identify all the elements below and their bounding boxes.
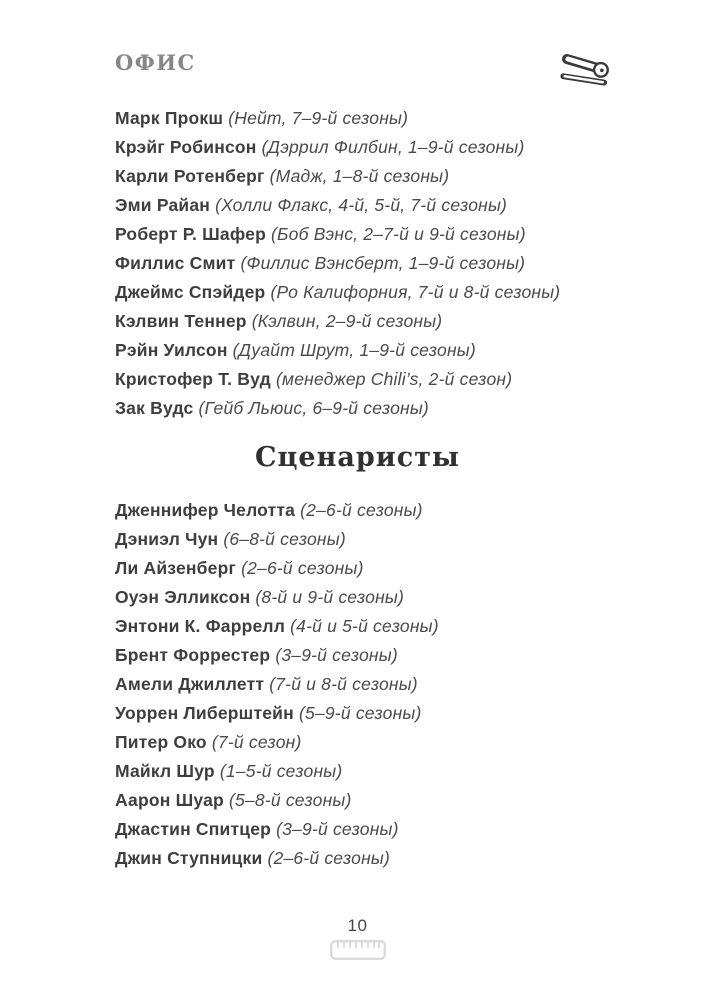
person-detail: (Нейт, 7–9-й сезоны)	[228, 108, 409, 128]
person-name: Карли Ротенберг	[115, 166, 270, 186]
person-name: Эми Райан	[115, 195, 216, 215]
person-detail: (3–9-й сезоны)	[275, 645, 398, 665]
person-detail: (7-й сезон)	[211, 732, 302, 752]
list-item	[115, 365, 655, 394]
list-item	[115, 104, 655, 133]
person-name: Джеймс Спэйдер	[115, 282, 271, 302]
person-name: Джастин Спитцер	[115, 819, 277, 839]
person-name: Крэйг Робинсон	[115, 137, 262, 157]
person-name: Филлис Смит	[115, 253, 241, 273]
person-name: Аарон Шуар	[115, 790, 229, 810]
list-item	[115, 394, 655, 423]
person-detail: (8-й и 9-й сезоны)	[255, 587, 405, 607]
person-name: Питер Око	[115, 732, 212, 752]
person-name: Роберт Р. Шафер	[115, 224, 272, 244]
list-item	[115, 844, 655, 873]
list-item	[115, 728, 655, 757]
running-title: ОФИС	[115, 50, 196, 75]
person-detail: (6–8-й сезоны)	[223, 529, 346, 549]
list-item	[115, 670, 655, 699]
list-item	[115, 307, 655, 336]
list-item	[115, 815, 655, 844]
person-detail: (3–9-й сезоны)	[276, 819, 399, 839]
list-item	[115, 525, 655, 554]
person-name: Дженнифер Челотта	[115, 500, 301, 520]
person-detail: (Ро Калифорния, 7-й и 8-й сезоны)	[270, 282, 561, 302]
list-item	[115, 278, 655, 307]
person-detail: (Дэррил Филбин, 1–9-й сезоны)	[261, 137, 525, 157]
person-detail: (7-й и 8-й сезоны)	[269, 674, 418, 694]
person-detail: (2–6-й сезоны)	[241, 558, 364, 578]
person-name: Джин Ступницки	[115, 848, 268, 868]
person-detail: (5–8-й сезоны)	[228, 790, 352, 810]
list-item	[115, 583, 655, 612]
person-detail: (Дуайт Шрут, 1–9-й сезоны)	[232, 340, 476, 360]
ruler-icon	[330, 936, 386, 965]
section-title: Сценаристы	[254, 442, 460, 473]
list-item	[115, 757, 655, 786]
person-name: Кристофер Т. Вуд	[115, 369, 277, 389]
person-name: Кэлвин Теннер	[115, 311, 252, 331]
list-item	[115, 162, 655, 191]
person-name: Ли Айзенберг	[115, 558, 242, 578]
page-number: 10	[347, 916, 368, 935]
list-item	[115, 133, 655, 162]
person-detail: (5–9-й сезоны)	[298, 703, 422, 723]
person-detail: (Холли Флакс, 4-й, 5-й, 7-й сезоны)	[215, 195, 508, 215]
list-item	[115, 612, 655, 641]
person-detail: (2–6-й сезоны)	[267, 848, 391, 868]
writers-list	[115, 496, 655, 873]
list-item	[115, 249, 655, 278]
stapler-icon	[557, 50, 615, 95]
list-item	[115, 699, 655, 728]
list-item	[115, 220, 655, 249]
list-item	[115, 496, 655, 525]
list-item	[115, 191, 655, 220]
page-header	[115, 50, 615, 95]
person-name: Рэйн Уилсон	[115, 340, 233, 360]
person-name: Зак Вудс	[115, 398, 199, 418]
person-detail: (2–6-й сезоны)	[300, 500, 423, 520]
person-detail: (Кэлвин, 2–9-й сезоны)	[251, 311, 443, 331]
person-detail: (Гейб Льюис, 6–9-й сезоны)	[198, 398, 429, 418]
person-detail: (менеджер Chili’s, 2-й сезон)	[276, 369, 513, 389]
person-name: Майкл Шур	[115, 761, 220, 781]
person-detail: (Мадж, 1–8-й сезоны)	[269, 166, 450, 186]
list-item	[115, 641, 655, 670]
cast-list	[115, 104, 655, 423]
list-item	[115, 336, 655, 365]
list-item	[115, 554, 655, 583]
person-name: Уоррен Либерштейн	[115, 703, 299, 723]
person-name: Энтони К. Фаррелл	[115, 616, 291, 636]
person-detail: (Боб Вэнс, 2–7-й и 9-й сезоны)	[271, 224, 526, 244]
person-detail: (1–5-й сезоны)	[219, 761, 343, 781]
person-name: Амели Джиллетт	[115, 674, 270, 694]
person-name: Марк Прокш	[115, 108, 229, 128]
list-item	[115, 786, 655, 815]
person-detail: (4-й и 5-й сезоны)	[290, 616, 439, 636]
person-name: Оуэн Элликсон	[115, 587, 256, 607]
person-name: Дэниэл Чун	[115, 529, 224, 549]
person-detail: (Филлис Вэнсберт, 1–9-й сезоны)	[240, 253, 526, 273]
person-name: Брент Форрестер	[115, 645, 276, 665]
page-footer	[0, 916, 715, 965]
